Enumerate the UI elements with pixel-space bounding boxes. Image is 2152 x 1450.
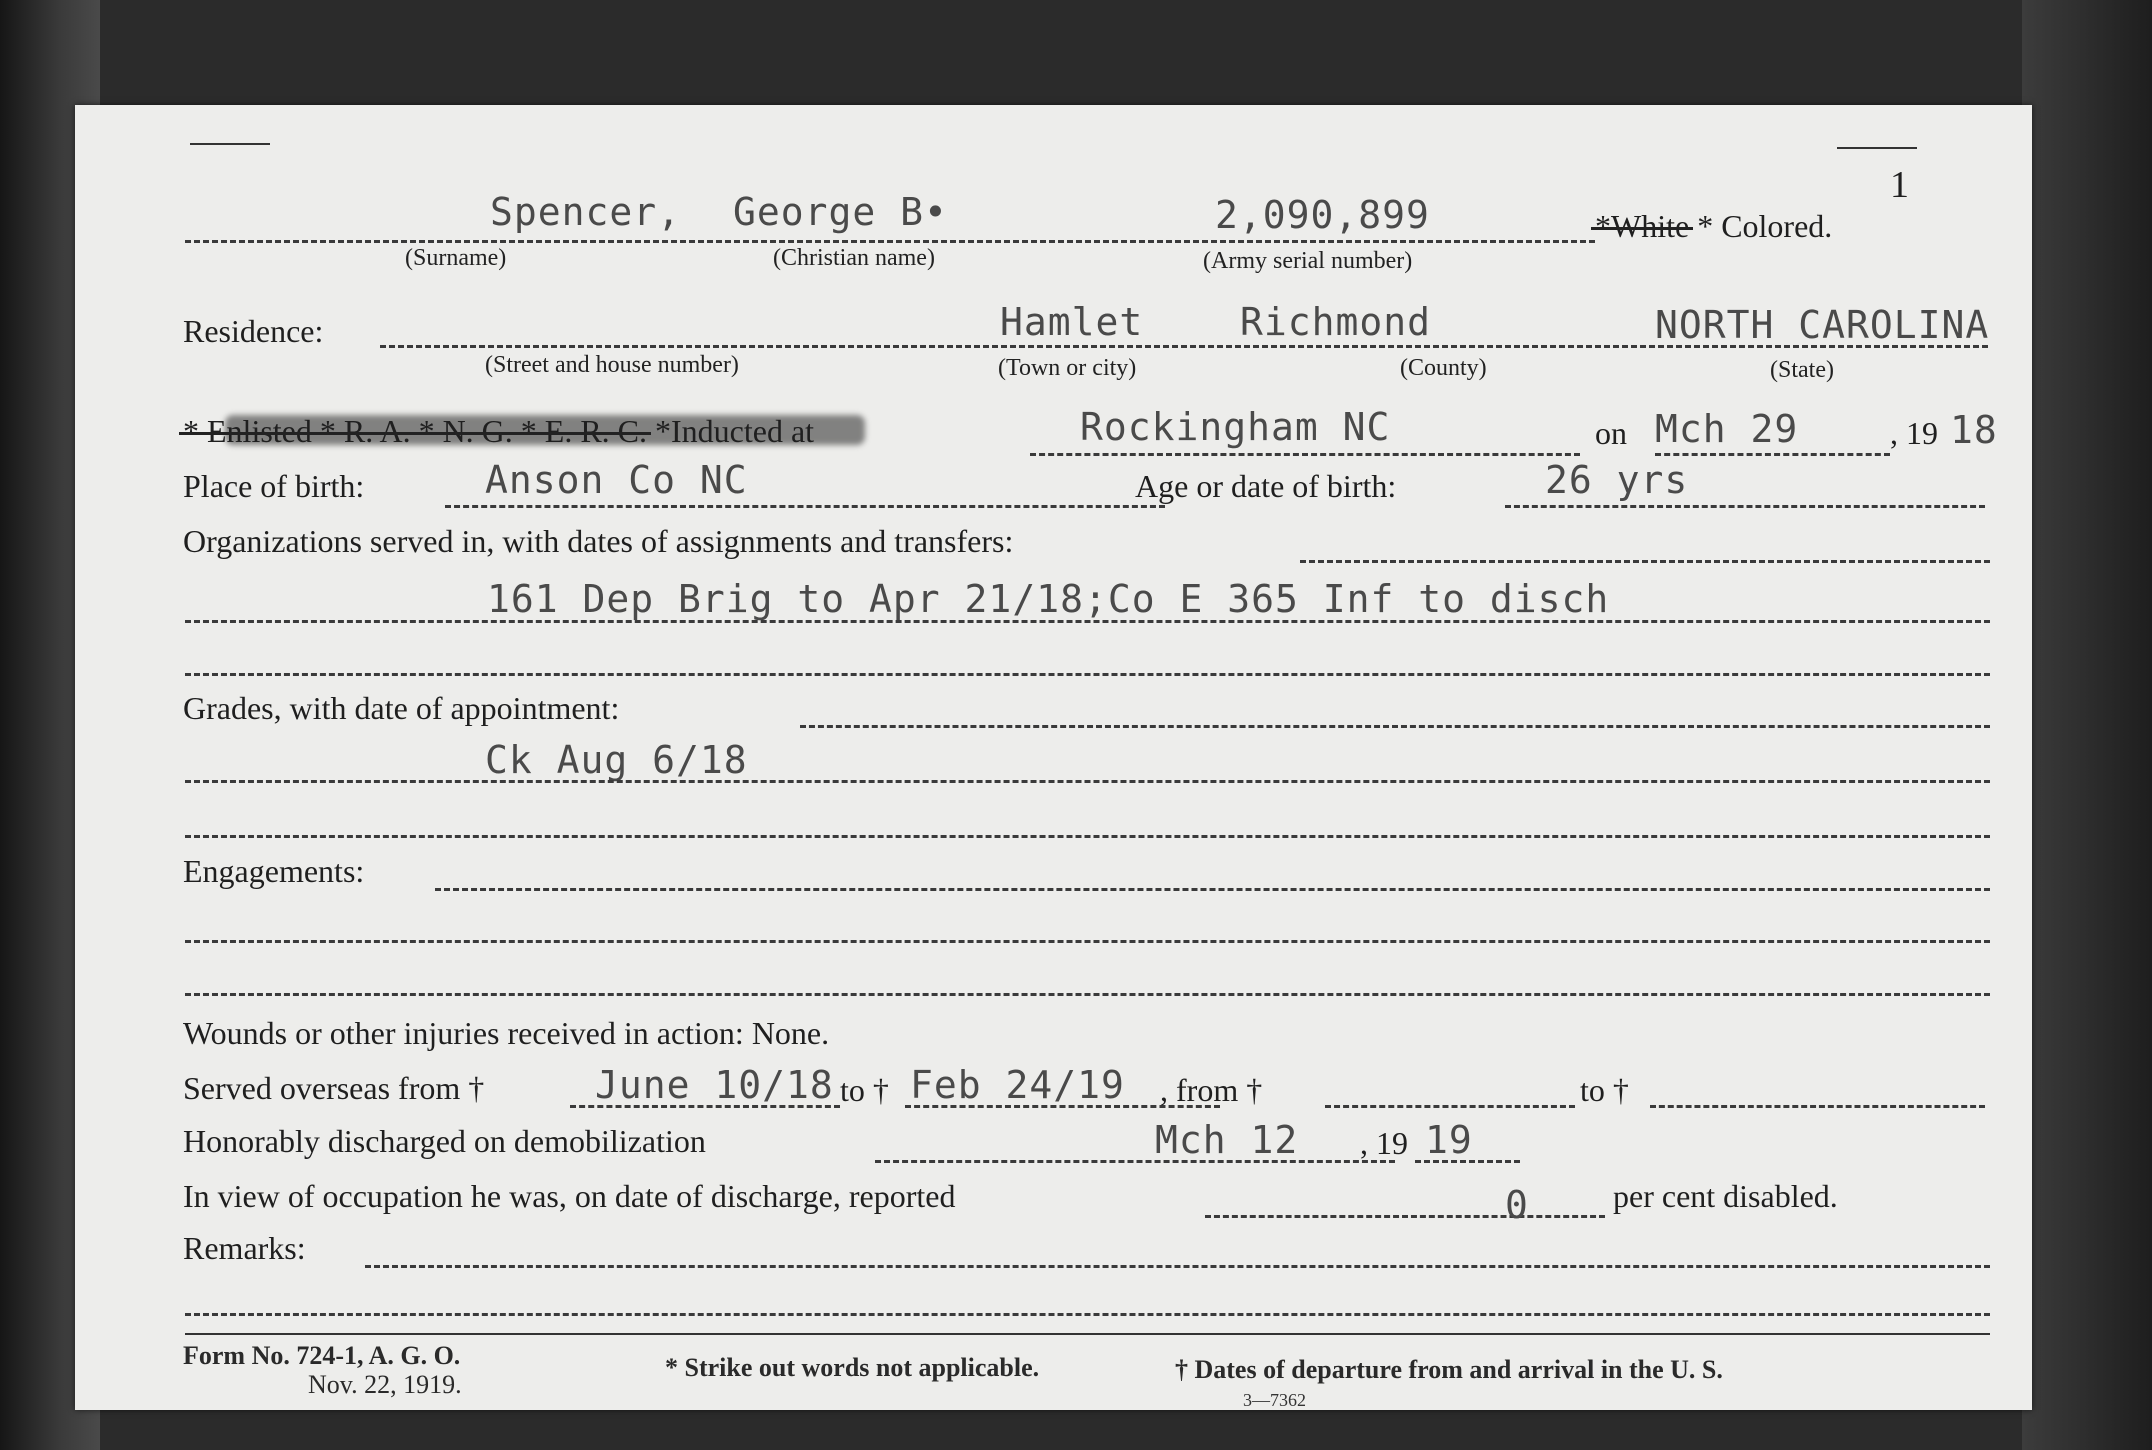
grades-rule-2 bbox=[185, 780, 1990, 783]
print-code: 3—7362 bbox=[1243, 1390, 1306, 1410]
surname-caption: (Surname) bbox=[405, 245, 507, 271]
induction-year-value: 18 bbox=[1950, 408, 1998, 452]
form-date: Nov. 22, 1919. bbox=[308, 1370, 462, 1399]
place-of-birth-rule bbox=[445, 505, 1165, 508]
serial-number-caption: (Army serial number) bbox=[1203, 248, 1413, 274]
state-caption: (State) bbox=[1770, 357, 1834, 383]
inducted-place-rule bbox=[1030, 453, 1580, 456]
age-value: 26 yrs bbox=[1545, 458, 1689, 502]
footer-rule bbox=[185, 1333, 1990, 1335]
overseas-to-label: to † bbox=[840, 1072, 889, 1108]
corner-rule-right bbox=[1837, 147, 1917, 149]
discharge-date-rule bbox=[875, 1160, 1395, 1163]
enlisted-options: * Enlisted * R. A. * N. G. * E. R. C. bbox=[183, 413, 648, 449]
strike-out-note: * Strike out words not applicable. bbox=[665, 1353, 1040, 1382]
discharge-year-value: 19 bbox=[1425, 1118, 1473, 1162]
remarks-rule-2 bbox=[185, 1313, 1990, 1316]
serial-number-value: 2,090,899 bbox=[1215, 193, 1430, 237]
organizations-label: Organizations served in, with dates of assignments and transfers: bbox=[183, 523, 1014, 559]
discharge-date-value: Mch 12 bbox=[1155, 1118, 1299, 1162]
dates-note: † Dates of departure from and arrival in the U. S. bbox=[1175, 1355, 1723, 1384]
overseas-to2-rule bbox=[1650, 1105, 1985, 1108]
film-edge-right bbox=[2022, 0, 2152, 1450]
wounds-label: Wounds or other injuries received in action: None. bbox=[183, 1015, 830, 1051]
form-number: Form No. 724-1, A. G. O. bbox=[183, 1341, 461, 1370]
age-rule bbox=[1505, 505, 1985, 508]
on-label: on bbox=[1595, 415, 1627, 451]
street-caption: (Street and house number) bbox=[485, 352, 739, 378]
christian-name-caption: (Christian name) bbox=[773, 245, 935, 271]
residence-county-value: Richmond bbox=[1240, 300, 1432, 344]
residence-state-value: NORTH CAROLINA bbox=[1655, 303, 1990, 347]
overseas-from-value: June 10/18 bbox=[595, 1063, 834, 1107]
inducted-place-value: Rockingham NC bbox=[1080, 405, 1391, 449]
corner-rule-left bbox=[190, 143, 270, 145]
race-colored-label: * Colored. bbox=[1697, 208, 1833, 244]
grades-entry: Ck Aug 6/18 bbox=[485, 738, 748, 782]
service-record-card bbox=[75, 105, 2032, 1410]
organizations-entry: 161 Dep Brig to Apr 21/18;Co E 365 Inf to disch bbox=[487, 577, 1610, 621]
disability-label: In view of occupation he was, on date of discharge, reported bbox=[183, 1178, 956, 1214]
christian-name-value: George B• bbox=[733, 190, 948, 234]
discharge-label: Honorably discharged on demobilization bbox=[183, 1123, 706, 1159]
disability-suffix: per cent disabled. bbox=[1613, 1178, 1838, 1214]
place-of-birth-value: Anson Co NC bbox=[485, 458, 748, 502]
card-number: 1 bbox=[1890, 164, 1909, 206]
remarks-rule-1 bbox=[365, 1265, 1990, 1268]
race-white-label: *White bbox=[1595, 208, 1690, 244]
county-caption: (County) bbox=[1400, 355, 1487, 381]
engagements-label: Engagements: bbox=[183, 853, 365, 889]
organizations-rule-1 bbox=[1300, 560, 1990, 563]
induction-date-rule bbox=[1655, 453, 1890, 456]
residence-label: Residence: bbox=[183, 313, 324, 349]
grades-rule-3 bbox=[185, 835, 1990, 838]
engagements-rule-2 bbox=[185, 940, 1990, 943]
disability-rule bbox=[1205, 1215, 1605, 1218]
engagements-rule-3 bbox=[185, 993, 1990, 996]
grades-label: Grades, with date of appointment: bbox=[183, 690, 620, 726]
organizations-rule-3 bbox=[185, 673, 1990, 676]
overseas-from2-label: , from † bbox=[1160, 1072, 1263, 1108]
overseas-to2-label: to † bbox=[1580, 1072, 1629, 1108]
grades-rule-1 bbox=[800, 725, 1990, 728]
inducted-at-label: *Inducted at bbox=[655, 413, 815, 449]
name-line-rule bbox=[185, 240, 1595, 243]
residence-town-value: Hamlet bbox=[1000, 300, 1144, 344]
overseas-label: Served overseas from † bbox=[183, 1070, 485, 1106]
place-of-birth-label: Place of birth: bbox=[183, 468, 365, 504]
discharge-year-prefix: , 19 bbox=[1360, 1125, 1408, 1161]
induction-year-prefix: , 19 bbox=[1890, 415, 1938, 451]
overseas-from2-rule bbox=[1325, 1105, 1575, 1108]
engagements-rule-1 bbox=[435, 888, 1990, 891]
town-caption: (Town or city) bbox=[998, 355, 1137, 381]
surname-value: Spencer, bbox=[490, 190, 682, 234]
organizations-rule-2 bbox=[185, 620, 1990, 623]
overseas-to-value: Feb 24/19 bbox=[910, 1063, 1125, 1107]
age-label: Age or date of birth: bbox=[1135, 468, 1397, 504]
remarks-label: Remarks: bbox=[183, 1230, 306, 1266]
disability-value: 0 bbox=[1505, 1183, 1529, 1227]
induction-date-value: Mch 29 bbox=[1655, 407, 1799, 451]
